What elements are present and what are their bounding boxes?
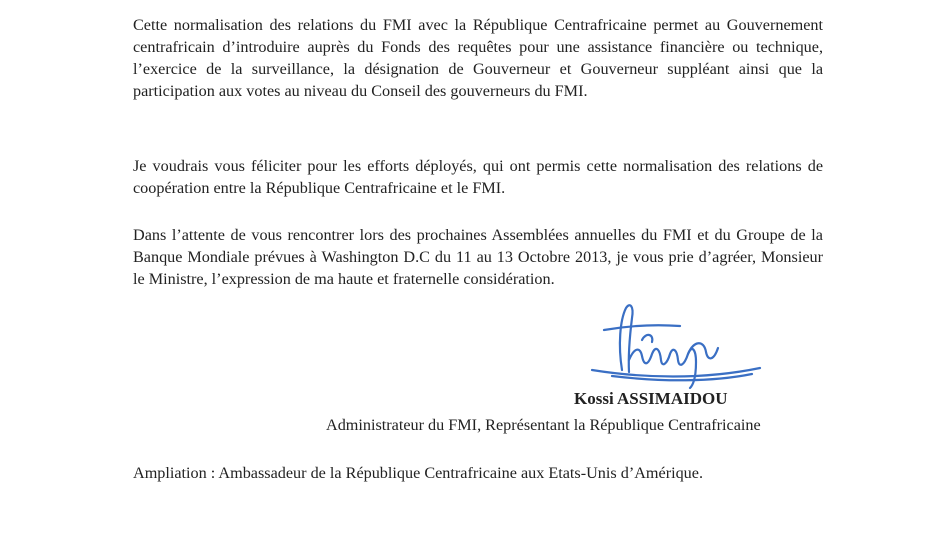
paragraph-closing: Dans l’attente de vous rencontrer lors des prochaines Assemblées annuelles du FMI et du Groupe de la Banque Mondiale prévues à Washington D.C du 11 au 13 Octobre 2013, je vous prie d’agréer, Monsieur le Ministre, l’expression de ma haute et fraternelle considération. bbox=[133, 226, 823, 288]
signer-title: Administrateur du FMI, Représentant la République Centrafricaine bbox=[326, 416, 761, 434]
paragraph-felicitations: Je voudrais vous féliciter pour les efforts déployés, qui ont permis cette normalisation des relations de coopération entre la République Centrafricaine et le FMI. bbox=[133, 157, 823, 197]
ampliation-line: Ampliation : Ambassadeur de la République Centrafricaine aux Etats-Unis d’Amérique. bbox=[133, 464, 704, 482]
handwritten-signature bbox=[582, 300, 767, 390]
paragraph-normalisation: Cette normalisation des relations du FMI avec la République Centrafricaine permet au Gouvernement centrafricain d’introduire auprès du Fonds des requêtes pour une assistance financière ou technique, l’exercice de la surveillance, la désignation de Gouverneur et Gouverneur suppléant ainsi que la participation aux votes au niveau du Conseil des gouverneurs du FMI. bbox=[133, 16, 823, 100]
signer-name: Kossi ASSIMAIDOU bbox=[574, 389, 728, 408]
